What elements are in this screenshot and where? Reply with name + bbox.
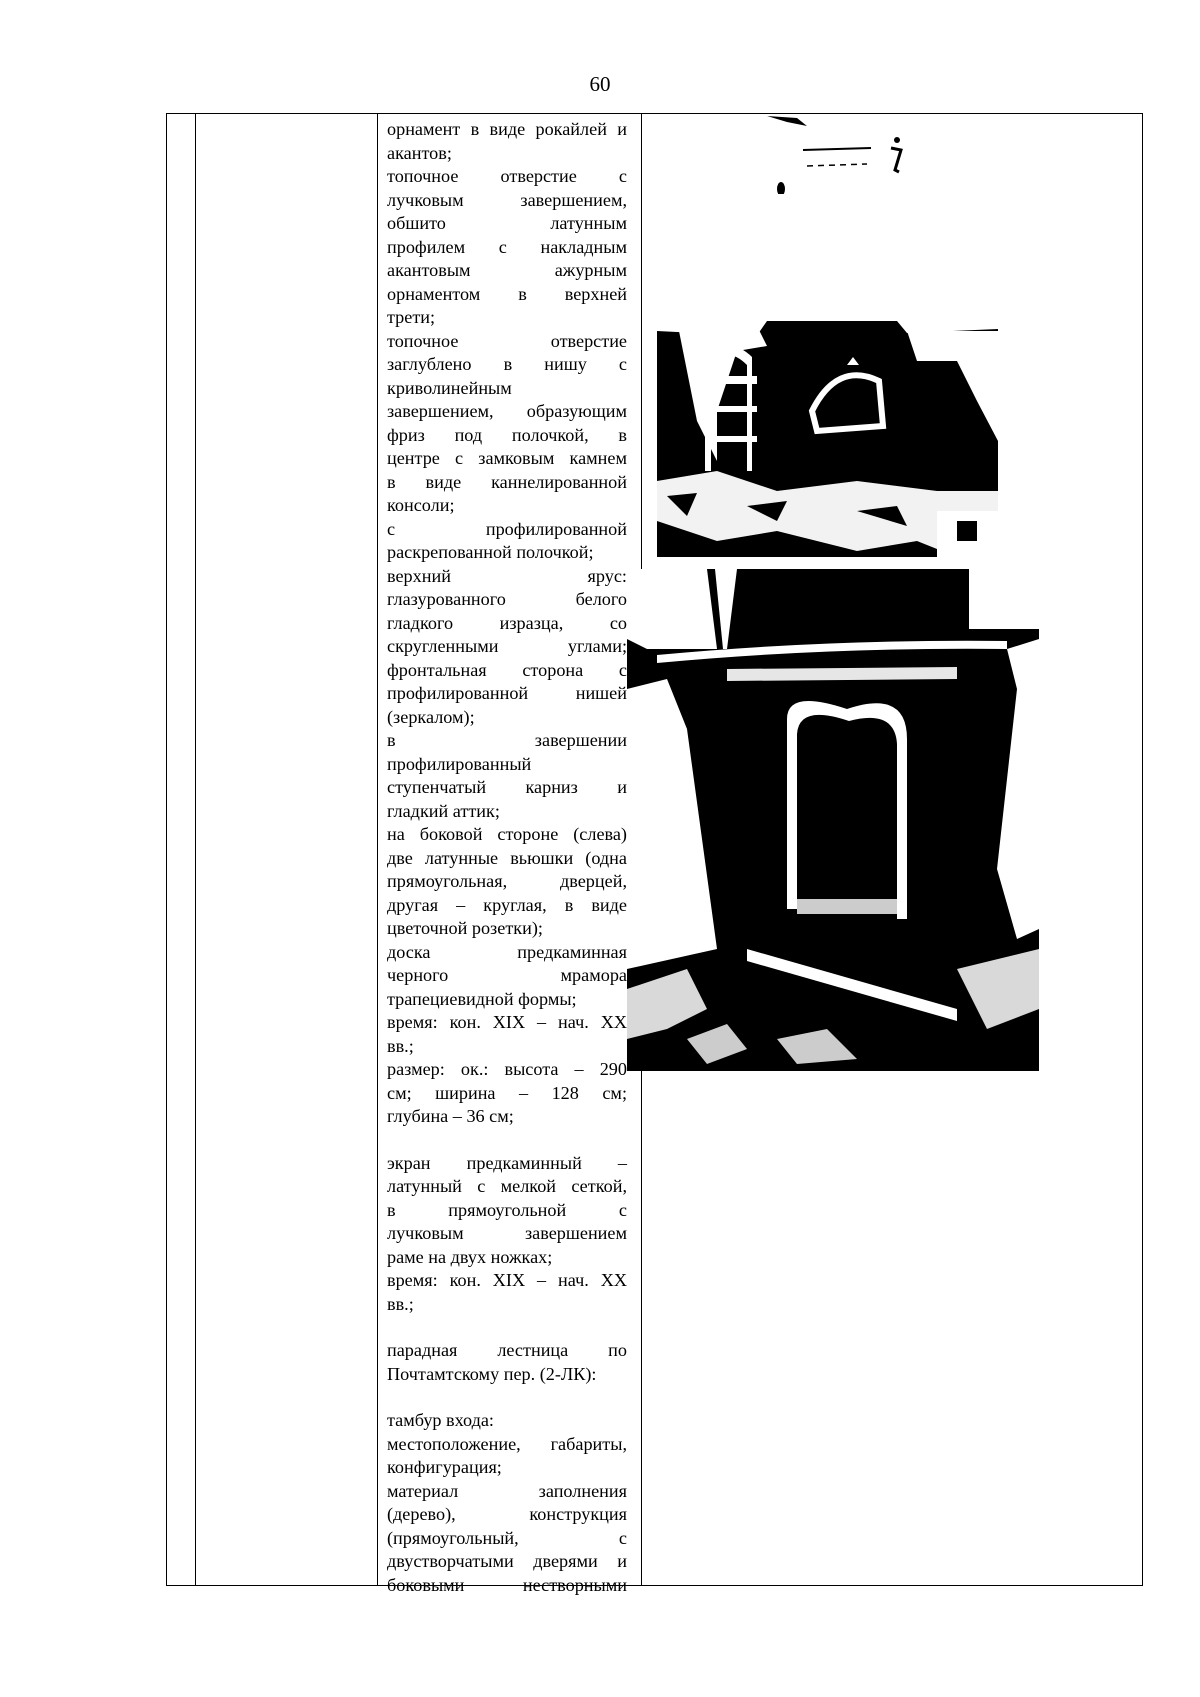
- description-line: на боковой стороне (слева): [387, 824, 627, 844]
- column-divider-2: [377, 114, 378, 1585]
- description-line: скругленными углами;: [387, 636, 627, 656]
- scan-artifact: [767, 114, 937, 194]
- paragraph-gap: [387, 1129, 627, 1152]
- description-line: прямоугольная, дверцей,: [387, 871, 627, 891]
- description-line: две латунные вьюшки (одна: [387, 847, 627, 868]
- description-line: в завершении: [387, 730, 627, 750]
- description-line: двустворчатыми дверями и: [387, 1551, 627, 1571]
- paragraph-gap: [387, 1316, 627, 1339]
- description-line: орнаментом в верхней: [387, 283, 627, 304]
- description-line: (дерево), конструкция: [387, 1504, 627, 1524]
- description-line: гладкий аттик;: [387, 800, 500, 821]
- description-line: размер: ок.: высота – 290: [387, 1059, 627, 1079]
- description-line: трети;: [387, 307, 436, 327]
- description-line: латунный с мелкой сеткой,: [387, 1176, 627, 1196]
- column-divider-1: [195, 114, 196, 1585]
- description-line: профилем с накладным: [387, 236, 627, 257]
- description-line: тамбур входа:: [387, 1410, 494, 1430]
- description-line: центре с замковым камнем: [387, 448, 627, 468]
- description-line: глубина – 36 см;: [387, 1106, 514, 1126]
- description-line: акантовым ажурным: [387, 260, 627, 280]
- description-line: гладкого изразца, со: [387, 612, 627, 633]
- description-line: криволинейным: [387, 377, 512, 398]
- description-line: орнамент в виде рокайлей и: [387, 119, 627, 139]
- description-line: профилированной нишей: [387, 683, 627, 703]
- description-line: фриз под полочкой, в: [387, 424, 627, 445]
- description-line: время: кон. XIX – нач. XX: [387, 1270, 627, 1290]
- description-line: с профилированной: [387, 518, 627, 539]
- description-line: ступенчатый карниз и: [387, 777, 627, 797]
- description-line: топочное отверстие: [387, 330, 627, 351]
- inventory-table: [166, 113, 1143, 1595]
- description-line: время: кон. XIX – нач. XX: [387, 1012, 627, 1032]
- page-number: 60: [589, 72, 611, 96]
- description-line: фронтальная сторона с: [387, 659, 627, 680]
- description-line: лучковым завершением,: [387, 189, 627, 210]
- description-line: верхний ярус:: [387, 565, 627, 586]
- description-line: лучковым завершением: [387, 1223, 627, 1243]
- description-line: местоположение, габариты,: [387, 1433, 627, 1454]
- description-line: доска предкаминная: [387, 941, 627, 962]
- description-line: черного мрамора: [387, 965, 627, 985]
- description-line: профилированный: [387, 753, 532, 774]
- description-line: в виде каннелированной: [387, 471, 627, 492]
- description-line: парадная лестница по: [387, 1340, 627, 1360]
- description-line: материал заполнения: [387, 1480, 627, 1501]
- description-line: (прямоугольный, с: [387, 1527, 627, 1548]
- description-column: [387, 118, 627, 1597]
- description-line: конфигурация;: [387, 1457, 502, 1477]
- description-line: вв.;: [387, 1293, 414, 1314]
- description-line: (зеркалом);: [387, 706, 475, 727]
- description-line: глазурованного белого: [387, 589, 627, 609]
- description-line: трапециевидной формы;: [387, 988, 577, 1009]
- fireplace-photo-top-image: [657, 321, 998, 557]
- description-line: обшито латунным: [387, 213, 627, 233]
- description-line: консоли;: [387, 495, 455, 515]
- description-line: цветочной розетки);: [387, 918, 543, 938]
- description-line: Почтамтскому пер. (2-ЛК):: [387, 1363, 597, 1384]
- description-line: завершением, образующим: [387, 401, 627, 421]
- description-line: экран предкаминный –: [387, 1152, 627, 1173]
- description-line: раме на двух ножках;: [387, 1246, 553, 1267]
- paragraph-gap: [387, 1386, 627, 1409]
- description-line: акантов;: [387, 142, 452, 163]
- fireplace-photo-top: [657, 321, 998, 557]
- description-line: другая – круглая, в виде: [387, 894, 627, 915]
- description-line: в прямоугольной с: [387, 1199, 627, 1220]
- description-line: раскрепованной полочкой;: [387, 542, 594, 562]
- description-line: вв.;: [387, 1035, 414, 1056]
- description-line: см; ширина – 128 см;: [387, 1082, 627, 1103]
- description-line: боковыми нестворными: [387, 1574, 627, 1595]
- fireplace-photo-bottom: [627, 569, 1039, 1071]
- fireplace-photo-bottom-image: [627, 569, 1039, 1071]
- description-line: топочное отверстие с: [387, 166, 627, 186]
- description-line: заглублено в нишу с: [387, 354, 627, 374]
